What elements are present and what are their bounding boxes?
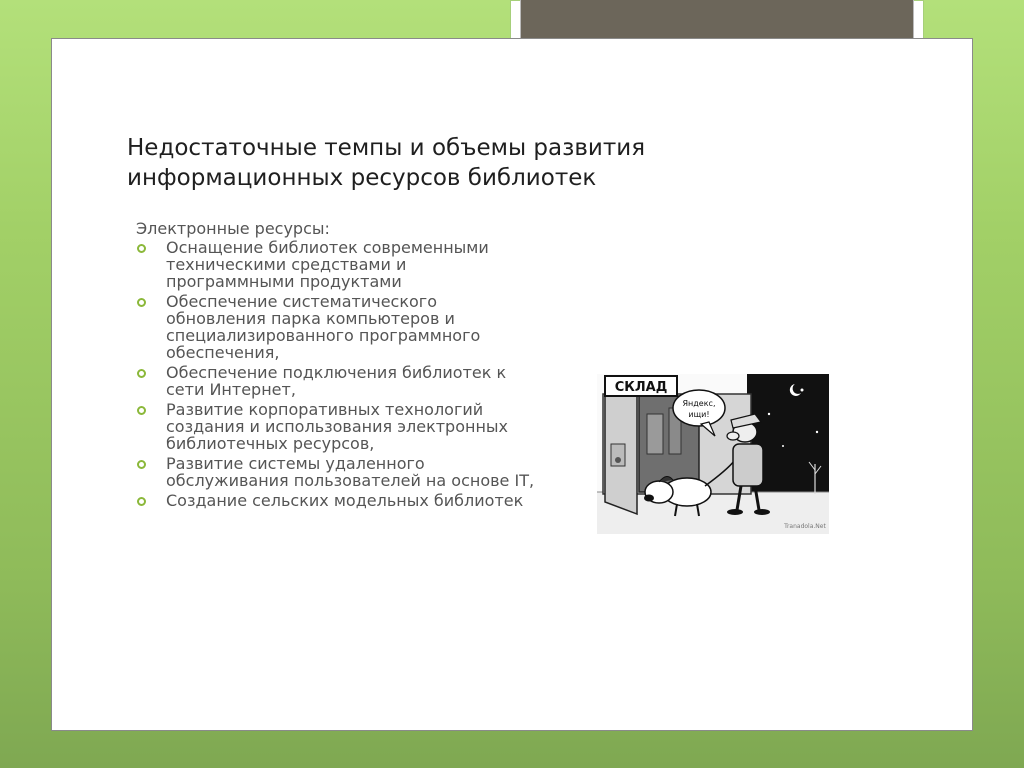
slide-title xyxy=(127,133,727,193)
bullet-text: Обеспечение подключения библиотек к сети Интернет, xyxy=(166,363,507,399)
list-item xyxy=(136,492,536,509)
ring-bullet-icon xyxy=(137,460,146,469)
bullet-text: Создание сельских модельных библиотек xyxy=(166,491,524,510)
speech-text-line-2: ищи! xyxy=(688,410,710,419)
speech-text-line-1: Яндекс, xyxy=(682,399,716,408)
ring-bullet-icon xyxy=(137,298,146,307)
speech-bubble xyxy=(673,390,725,426)
cartoon-credit: Tranadola.Net xyxy=(784,523,826,530)
list-item xyxy=(136,401,536,452)
star-icon xyxy=(782,445,784,447)
slide-body xyxy=(136,219,536,512)
bullet-text: Обеспечение систематического обновления парка компьютеров и специализированного программного обеспечения, xyxy=(166,292,481,362)
ring-bullet-icon xyxy=(137,369,146,378)
ring-bullet-icon xyxy=(137,406,146,415)
policeman-body xyxy=(733,444,763,486)
star-icon xyxy=(801,389,804,392)
list-item xyxy=(136,364,536,398)
ring-bullet-icon xyxy=(137,497,146,506)
bullet-text: Оснащение библиотек современными техническими средствами и программными продуктами xyxy=(166,238,489,291)
bullet-text: Развитие корпоративных технологий создания и использования электронных библиотечных ресурсов, xyxy=(166,400,509,453)
list-item xyxy=(136,293,536,361)
list-item xyxy=(136,455,536,489)
star-icon xyxy=(768,413,770,415)
list-item xyxy=(136,239,536,290)
cartoon-illustration xyxy=(597,374,829,534)
star-icon xyxy=(816,431,818,433)
ring-bullet-icon xyxy=(137,244,146,253)
title-line-2: информационных ресурсов библиотек xyxy=(127,165,597,191)
bullet-text: Развитие системы удаленного обслуживания пользователей на основе IT, xyxy=(166,454,535,490)
section-subhead: Электронные ресурсы: xyxy=(136,219,330,238)
title-line-1: Недостаточные темпы и объемы развития xyxy=(127,135,646,161)
sign-text: СКЛАД xyxy=(614,380,668,395)
bullet-list xyxy=(136,239,536,509)
